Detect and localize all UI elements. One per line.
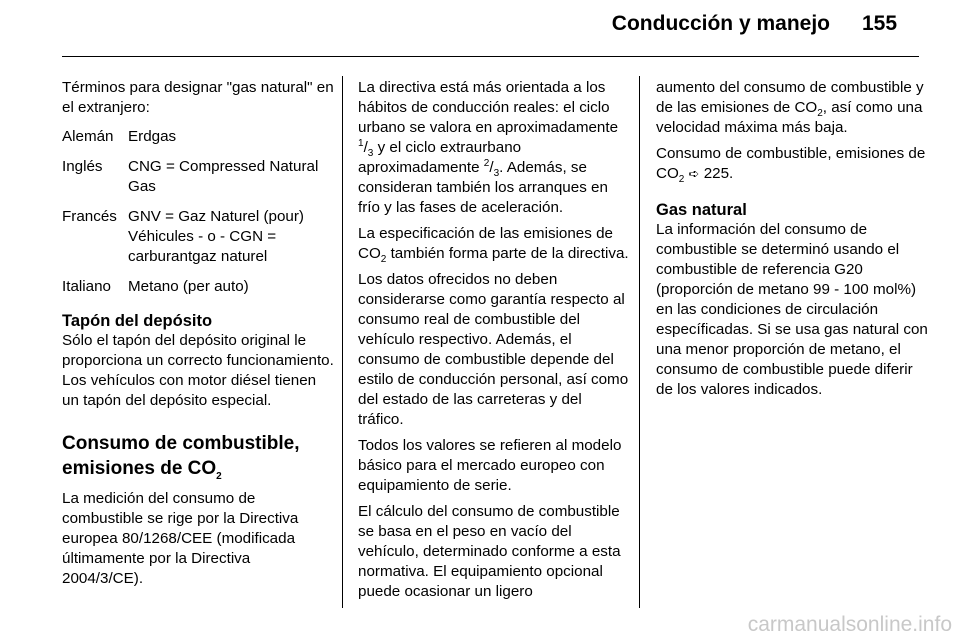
- column-1: [62, 78, 334, 595]
- emisiones-paragraph: [358, 224, 630, 264]
- valores-paragraph: Todos los valores se refieren al modelo básico para el mercado europeo con equipamiento de serie.: [358, 437, 622, 494]
- fraction-numerator: 1: [358, 137, 364, 149]
- term-row: [62, 207, 334, 267]
- term-row: [62, 157, 334, 197]
- term-row: [62, 127, 334, 147]
- text-fragment: aumento del consumo de combustible y de las emisiones de CO: [656, 79, 924, 116]
- text-fragment: . Además, se consideran también los arranques en frío y las fases de aceleración.: [358, 159, 608, 216]
- co2-subscript: 2: [216, 470, 222, 482]
- text-fragment: La directiva está más orientada a los hábitos de conducción reales: el ciclo urbano se valora en aproximadamente: [358, 79, 619, 136]
- page-reference[interactable]: 225.: [703, 165, 734, 182]
- text-fragment: Consumo de combustible, emisiones de CO: [656, 145, 926, 182]
- co2-subscript: 2: [817, 108, 823, 120]
- page-number: 155: [862, 12, 898, 35]
- aumento-paragraph: [656, 78, 928, 138]
- co2-subscript: 2: [380, 254, 387, 266]
- text-fragment: , así como una velocidad máxima más baja.: [656, 99, 923, 136]
- column-divider: [342, 76, 343, 608]
- term-language: Alemán: [62, 128, 114, 145]
- co2-subscript: 2: [678, 174, 685, 186]
- term-language: Inglés: [62, 158, 103, 175]
- directiva-paragraph: La directiva está más orientada a los hábitos de conducción reales: el ciclo urbano se valora en aproximadamente $^1/_3$ y el ciclo extraurbano aproximadamente $^2/_3$. Además, se consideran también los arranques en frío y las fases de aceleración.: [358, 79, 619, 216]
- page-header-title: Conducción y manejo: [611, 12, 830, 35]
- section-heading-consumo: [62, 431, 334, 481]
- column-3: [656, 78, 928, 406]
- column-2: [358, 78, 630, 608]
- term-row: [62, 277, 334, 297]
- page-reference-icon: ➪: [688, 166, 700, 181]
- text-fragment: La especificación de las emisiones de CO: [358, 225, 613, 262]
- term-language: Italiano: [62, 278, 111, 295]
- term-value: Metano (per auto): [128, 278, 249, 295]
- datos-paragraph: Los datos ofrecidos no deben considerarse como garantía respecto al consumo real de combustible del vehículo respectivo. Además, el consumo de combustible depende del estilo de conducción personal, así como del estado de las carreteras y del tráfico.: [358, 271, 629, 428]
- header-rule: [62, 56, 919, 57]
- fraction-denominator: 3: [367, 148, 374, 160]
- term-value: GNV = Gaz Naturel (pour) Véhicules - o - CGN = carburantgaz naturel: [128, 208, 304, 265]
- section-heading-tapon: Tapón del depósito: [62, 312, 213, 330]
- text-fragment: y el ciclo extraurbano aproximadamente: [358, 139, 522, 176]
- section-heading-gas-natural: Gas natural: [656, 201, 747, 219]
- tapon-paragraph: Sólo el tapón del depósito original le proporciona un correcto funcionamiento. Los vehículos con motor diésel tienen un tapón del depósito especial.: [62, 332, 334, 409]
- column-divider: [639, 76, 640, 608]
- consumo-paragraph: La medición del consumo de combustible se rige por la Directiva europea 80/1268/CEE (modificada últimamente por la Directiva 2004/3/CE).: [62, 490, 299, 587]
- term-value: CNG = Compressed Natural Gas: [128, 158, 319, 195]
- fraction-denominator: 3: [493, 168, 500, 180]
- term-value: Erdgas: [128, 128, 177, 145]
- terms-intro: Términos para designar "gas natural" en el extranjero:: [62, 79, 334, 116]
- fraction-numerator: 2: [483, 157, 490, 169]
- calculo-paragraph: El cálculo del consumo de combustible se basa en el peso en vacío del vehículo, determinado conforme a esta normativa. El equipamiento opcional puede ocasionar un ligero: [358, 503, 621, 600]
- gas-natural-paragraph: La información del consumo de combustible se determinó usando el combustible de referencia G20 (proporción de metano 99 - 100 mol%) en las condiciones de circulación específicadas. Si se usa gas natural con una menor proporción de metano, el consumo de combustible puede diferir de los valores indicados.: [656, 221, 928, 398]
- reference-paragraph[interactable]: [656, 144, 928, 184]
- text-fragment: también forma parte de la directiva.: [386, 245, 629, 262]
- consumo-heading-text: Consumo de combustible, emisiones de CO: [62, 433, 300, 479]
- watermark: carmanualsonline.info: [747, 613, 952, 636]
- term-language: Francés: [62, 208, 117, 225]
